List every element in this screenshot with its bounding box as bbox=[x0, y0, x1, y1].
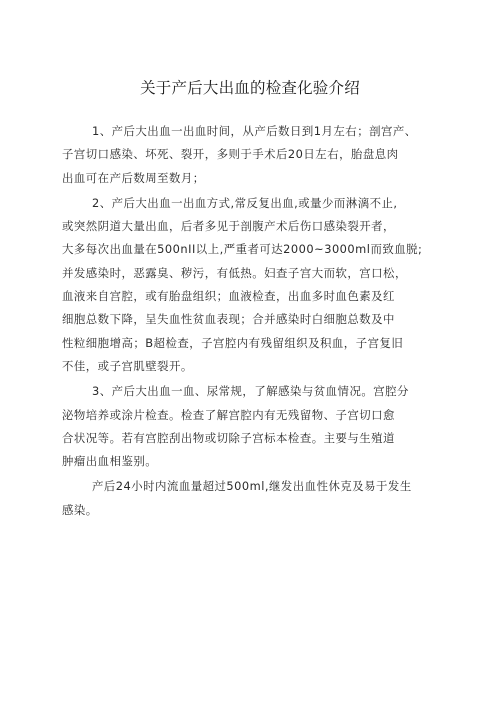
paragraph-line: 细胞总数下降，呈失血性贫血表现；合并感染时白细胞总数及中 bbox=[62, 312, 395, 327]
paragraph-line: 或突然阴道大量出血，后者多见于剖腹产术后伤口感染裂开者， bbox=[62, 219, 395, 234]
paragraph-line: 1、产后大出血一出血时间，从产后数日到1月左右；剖宫产、 bbox=[92, 124, 417, 138]
paragraph-line: 泌物培养或涂片检查。检查了解宫腔内有无残留物、子宫切口愈 bbox=[62, 407, 395, 422]
paragraph-line: 并发感染时，恶露臭、秽污，有低热。妇查子宫大而软，宫口松， bbox=[62, 265, 407, 280]
paragraph-line: 感染。 bbox=[62, 502, 98, 517]
paragraph-2 bbox=[62, 192, 462, 378]
paragraph-line: 血液来自宫腔，或有胎盘组织；血液检查，出血多时血色素及红 bbox=[62, 289, 395, 304]
paragraph-3 bbox=[62, 380, 462, 473]
paragraph-1 bbox=[62, 120, 462, 190]
paragraph-line: 大多每次出血量在500nII以上,严重者可达2000~3000ml而致血脱; bbox=[62, 242, 423, 257]
paragraph-line: 不佳，或子宫肌壁裂开。 bbox=[62, 358, 193, 373]
paragraph-line: 2、产后大出血一出血方式,常反复出血,或量少而淋漓不止, bbox=[92, 195, 398, 210]
paragraph-line: 合状况等。若有宫腔刮出物或切除子宫标本检查。主要与生殖道 bbox=[62, 430, 395, 445]
paragraph-line: 肿瘤出血相鉴别。 bbox=[62, 454, 158, 469]
paragraph-line: 子宫切口感染、坏死、裂开，多则于手术后20日左右，胎盘息肉 bbox=[62, 147, 399, 162]
document-body bbox=[62, 120, 462, 522]
paragraph-line: 出血可在产后数周至数月； bbox=[62, 170, 205, 185]
paragraph-line: 3、产后大出血一血、尿常规，了解感染与贫血情况。宫腔分 bbox=[92, 384, 409, 399]
paragraph-line: 产后24小时内流血量超过500ml,继发出血性休克及易于发生 bbox=[92, 479, 412, 494]
paragraph-4 bbox=[62, 475, 462, 522]
paragraph-line: 性粒细胞增高；B超检查，子宫腔内有残留组织及积血，子宫复旧 bbox=[62, 335, 404, 350]
document-title: 关于产后大出血的检查化验介绍 bbox=[140, 79, 360, 97]
